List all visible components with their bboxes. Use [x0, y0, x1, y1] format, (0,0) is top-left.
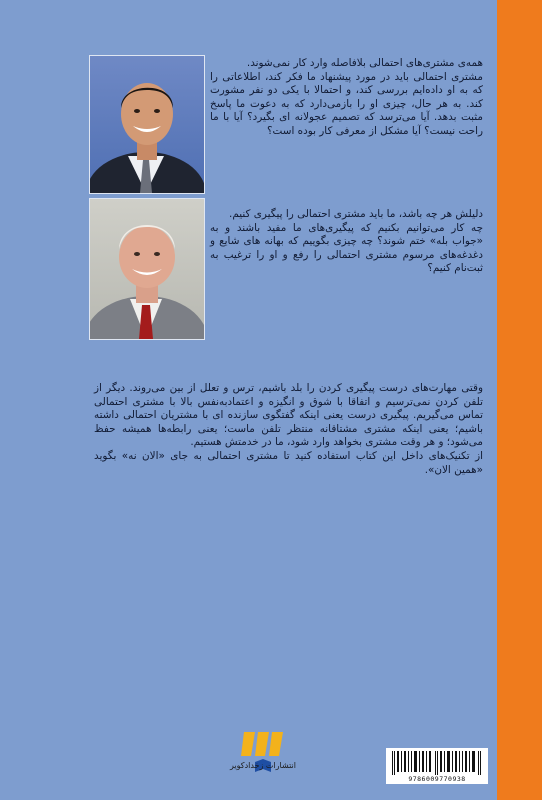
- text-block-middle: [210, 208, 483, 276]
- paragraph: همه‌ی مشتری‌های احتمالی بلافاصله وارد کار نمی‌شوند.: [246, 57, 483, 69]
- orange-spine-stripe: [497, 0, 542, 800]
- paragraph: دلیلش هر چه باشد، ما باید مشتری احتمالی را پیگیری کنیم.: [229, 208, 483, 220]
- paragraph: مشتری احتمالی باید در مورد پیشنهاد ما فکر کند، اطلاعاتی را که به او داده‌ایم بررسی کند، و احتمالا با یکی دو نفر مشورت کند. به هر حال، چیزی او را بازمی‌دارد که به دعوت ما پاسخ مثبت بدهد. آیا می‌ترسد که تصمیم عجولانه ای بگیرد؟ آیا با ما راحت نیست؟ آیا مشکل از معرفی کار بوده است؟: [210, 70, 483, 137]
- author-photo-older: [89, 198, 205, 340]
- isbn-number: 9786009770938: [408, 775, 466, 783]
- paragraph: از تکنیک‌های داخل این کتاب استفاده کنید تا مشتری احتمالی به جای «الان نه» بگوید «همین الان».: [94, 449, 483, 476]
- paragraph: چه کار می‌توانیم بکنیم که پیگیری‌های ما مفید باشند و به «جواب بله» ختم شوند؟ چه چیزی بگوییم که بهانه های شایع و دغدغه‌های مرسوم مشتری احتمالی را رفع و او را ترغیب به ثبت‌نام کنیم؟: [210, 221, 483, 275]
- text-block-top: [210, 57, 483, 139]
- paragraph: وقتی مهارت‌های درست پیگیری کردن را بلد باشیم، ترس و تعلل از بین می‌روند. دیگر از تلفن کردن نمی‌ترسیم و اتفاقا با شوق و انگیزه و اعتمادبه‌نفس بالا با مشتری احتمالی تماس می‌گیریم. پیگیری درست یعنی اینکه گفتگوی سازنده ای با مشتریان احتمالی داشته باشیم؛ یعنی اینکه مشتری مشتاقانه منتظر تلفن ماست؛ یعنی رابطه‌ها همیشه حفظ می‌شود؛ و هر وقت مشتری بخواهد وارد شود، ما در خدمتش هستیم.: [94, 382, 483, 449]
- publisher-logo-icon: [241, 726, 285, 780]
- older-man-portrait-icon: [90, 199, 204, 339]
- author-photo-young: [89, 55, 205, 194]
- publisher-name: انتشارات زخدادکویر: [230, 761, 296, 770]
- barcode-icon: [386, 748, 488, 775]
- isbn-barcode: [386, 748, 488, 784]
- smiling-man-portrait-icon: [90, 56, 204, 193]
- text-block-bottom: [94, 382, 483, 477]
